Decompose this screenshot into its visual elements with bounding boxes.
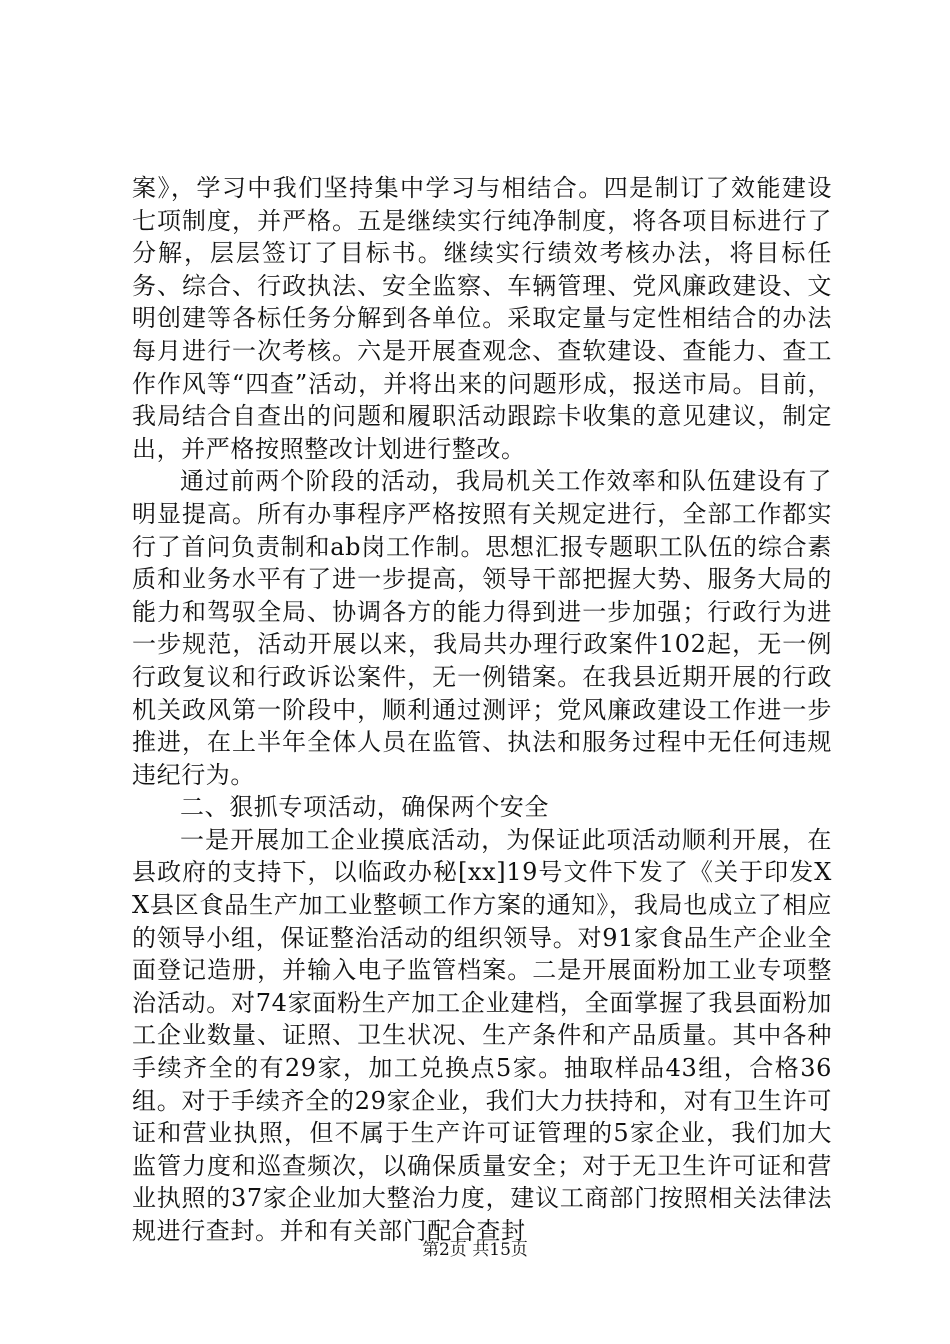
paragraph-1: 案》，学习中我们坚持集中学习与相结合。四是制订了效能建设七项制度，并严格。五是继续实行纯净制度，将各项目标进行了分解，层层签订了目标书。继续实行绩效考核办法，将目标任务、综合、行政执法、安全监察、车辆管理、党风廉政建设、文明创建等各标任务分解到各单位。采取定量与定性相结合的办法每月进行一次考核。六是开展查观念、查软建设、查能力、查工作作风等“四查”活动，并将出来的问题形成，报送市局。目前，我局结合自查出的问题和履职活动跟踪卡收集的意见建议，制定出，并严格按照整改计划进行整改。 <box>132 174 832 463</box>
document-body <box>132 172 832 1248</box>
paragraph-3: 一是开展加工企业摸底活动，为保证此项活动顺利开展，在县政府的支持下，以临政办秘[xx]19号文件下发了《关于印发XX县区食品生产加工业整顿工作方案的通知》，我局也成立了相应的领导小组，保证整治活动的组织领导。对91家食品生产企业全面登记造册，并输入电子监管档案。二是开展面粉加工业专项整治活动。对74家面粉生产加工企业建档，全面掌握了我县面粉加工企业数量、证照、卫生状况、生产条件和产品质量。其中各种手续齐全的有29家，加工兑换点5家。抽取样品43组，合格36组。对于手续齐全的29家企业，我们大力扶持和，对有卫生许可证和营业执照，但不属于生产许可证管理的5家企业，我们加大监管力度和巡查频次，以确保质量安全；对于无卫生许可证和营业执照的37家企业加大整治力度，建议工商部门按照相关法律法规进行查封。并和有关部门配合查封 <box>132 825 832 1245</box>
paragraph-2: 通过前两个阶段的活动，我局机关工作效率和队伍建设有了明显提高。所有办事程序严格按照有关规定进行，全部工作都实行了首问负责制和ab岗工作制。思想汇报专题职工队伍的综合素质和业务水平有了进一步提高，领导干部把握大势、服务大局的能力和驾驭全局、协调各方的能力得到进一步加强；行政行为进一步规范，活动开展以来，我局共办理行政案件102起，无一例行政复议和行政诉讼案件，无一例错案。在我县近期开展的行政机关政风第一阶段中，顺利通过测评；党风廉政建设工作进一步推进，在上半年全体人员在监管、执法和服务过程中无任何违规违纪行为。 <box>132 467 832 789</box>
section-heading: 二、狠抓专项活动，确保两个安全 <box>180 793 549 822</box>
page-footer: 第2页 共15页 <box>422 1240 528 1260</box>
